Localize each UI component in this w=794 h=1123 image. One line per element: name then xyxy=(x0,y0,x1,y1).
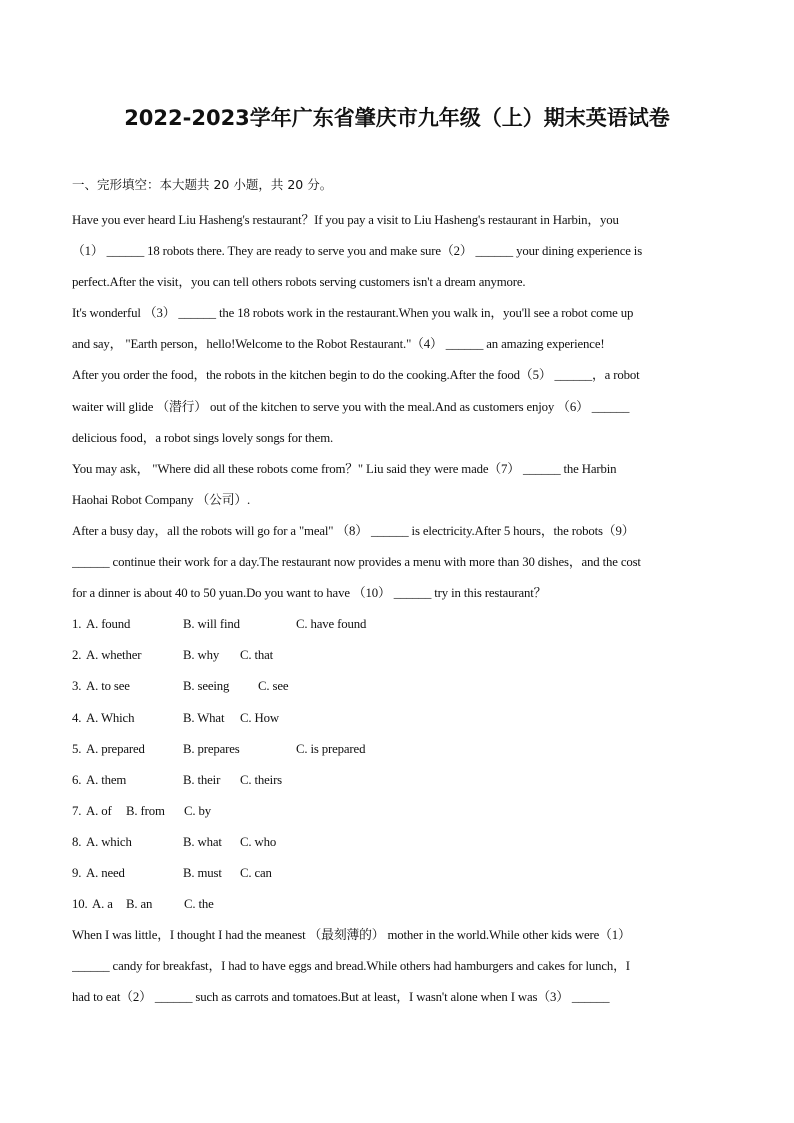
choice-c: C. can xyxy=(240,865,272,880)
option-row xyxy=(72,640,722,671)
choice-b: B. What xyxy=(183,710,225,725)
choice-a: A. to see xyxy=(86,679,130,694)
question-number: 10. xyxy=(72,897,88,912)
choice-b: B. must xyxy=(183,865,222,880)
choice-c: C. How xyxy=(240,710,279,725)
passage-line: （1） ______ 18 robots there. They are ready to serve you and make sure（2） ______ your dining experience is xyxy=(72,244,643,259)
option-row xyxy=(72,827,722,858)
passage-1 xyxy=(72,205,722,609)
choice-a: A. need xyxy=(86,865,125,880)
option-row xyxy=(72,796,722,827)
passage-line: and say， "Earth person，hello!Welcome to the Robot Restaurant."（4） ______ an amazing experience! xyxy=(72,337,605,352)
passage-2 xyxy=(72,920,722,1013)
answer-options xyxy=(72,609,722,920)
passage-line: After a busy day，all the robots will go for a "meal" （8） ______ is electricity.After 5 hours，the robots（9） xyxy=(72,523,635,538)
choice-b: B. seeing xyxy=(183,679,230,694)
question-number: 7. xyxy=(72,803,82,818)
passage-line: perfect.After the visit，you can tell others robots serving customers isn't a dream anymore. xyxy=(72,275,526,290)
choice-b: B. will find xyxy=(183,617,240,632)
option-row xyxy=(72,858,722,889)
choice-c: C. is prepared xyxy=(296,741,366,756)
question-number: 3. xyxy=(72,679,82,694)
question-number: 8. xyxy=(72,834,82,849)
question-number: 9. xyxy=(72,865,82,880)
option-row xyxy=(72,734,722,765)
choice-a: A. prepared xyxy=(86,741,145,756)
choice-b: B. prepares xyxy=(183,741,240,756)
passage-line: for a dinner is about 40 to 50 yuan.Do you want to have （10） ______ try in this restaurant？ xyxy=(72,586,547,601)
passage-line: After you order the food，the robots in the kitchen begin to do the cooking.After the food（5） ______，a robot xyxy=(72,368,640,383)
choice-c: C. that xyxy=(240,648,274,663)
passage-line: Have you ever heard Liu Hasheng's restaurant？If you pay a visit to Liu Hasheng's restaurant in Harbin，you xyxy=(72,213,619,227)
passage-line: When I was little，I thought I had the meanest （最刻薄的） mother in the world.While other kids were（1） xyxy=(72,928,631,943)
choice-c: C. theirs xyxy=(240,772,283,787)
section-heading: 一、完形填空：本大题共 20 小题，共 20 分。 xyxy=(72,177,333,192)
passage-line: It's wonderful （3） ______ the 18 robots work in the restaurant.When you walk in，you'll see a robot come up xyxy=(72,306,634,321)
question-number: 4. xyxy=(72,710,82,725)
option-row xyxy=(72,609,722,640)
choice-c: C. see xyxy=(258,679,289,694)
page-title: 2022-2023学年广东省肇庆市九年级（上）期末英语试卷 xyxy=(124,106,670,130)
option-row xyxy=(72,703,722,734)
passage-line: You may ask， "Where did all these robots come from？" Liu said they were made（7） ______ the Harbin xyxy=(72,461,617,476)
passage-line: delicious food，a robot sings lovely songs for them. xyxy=(72,430,334,445)
choice-a: A. Which xyxy=(86,710,135,725)
exam-body xyxy=(72,205,722,1013)
choice-a: A. found xyxy=(86,617,131,632)
choice-a: A. a xyxy=(92,897,113,912)
choice-b: B. an xyxy=(126,897,153,912)
choice-b: B. from xyxy=(126,803,165,818)
choice-c: C. who xyxy=(240,834,277,849)
choice-b: B. what xyxy=(183,834,222,849)
option-row xyxy=(72,889,722,920)
passage-line: Haohai Robot Company （公司）. xyxy=(72,492,251,507)
question-number: 5. xyxy=(72,741,82,756)
question-number: 2. xyxy=(72,648,82,663)
choice-a: A. them xyxy=(86,772,127,787)
choice-b: B. their xyxy=(183,772,221,787)
choice-b: B. why xyxy=(183,648,220,663)
choice-c: C. the xyxy=(184,897,214,912)
choice-c: C. have found xyxy=(296,617,367,632)
question-number: 1. xyxy=(72,617,82,632)
choice-a: A. which xyxy=(86,834,132,849)
passage-line: had to eat（2） ______ such as carrots and tomatoes.But at least，I wasn't alone when I was（3） ______ xyxy=(72,990,610,1005)
passage-line: waiter will glide （潜行） out of the kitchen to serve you with the meal.And as customers enjoy （6） ______ xyxy=(72,399,630,414)
option-row xyxy=(72,765,722,796)
option-row xyxy=(72,671,722,702)
choice-a: A. whether xyxy=(86,648,142,663)
choice-c: C. by xyxy=(184,803,211,818)
passage-line: ______ candy for breakfast，I had to have eggs and bread.While others had hamburgers and cakes for lunch，I xyxy=(72,959,630,974)
question-number: 6. xyxy=(72,772,82,787)
passage-line: ______ continue their work for a day.The restaurant now provides a menu with more than 30 dishes，and the cost xyxy=(72,555,641,570)
choice-a: A. of xyxy=(86,803,112,818)
